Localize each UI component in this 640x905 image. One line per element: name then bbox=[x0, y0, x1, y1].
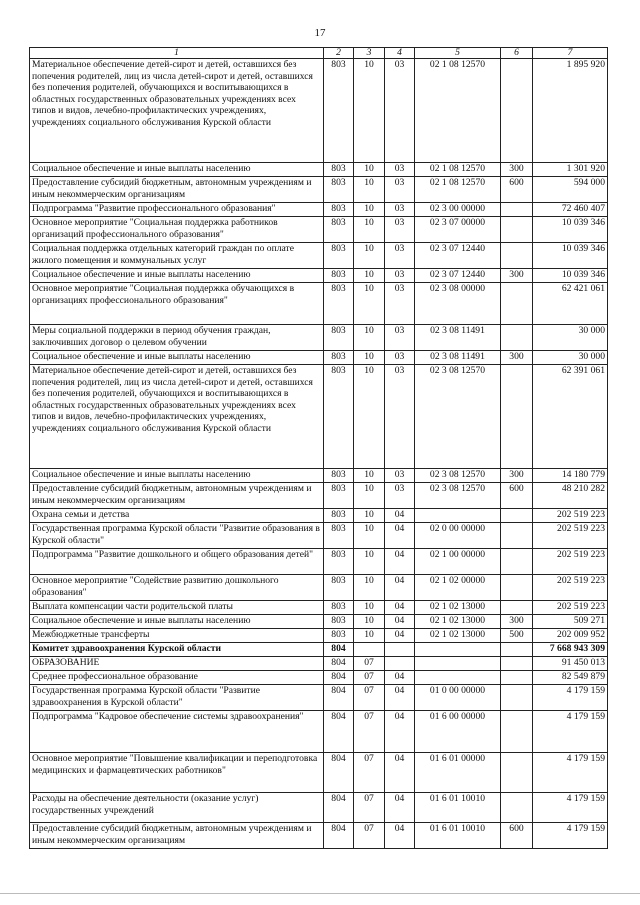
row-razdel: 10 bbox=[354, 177, 385, 203]
row-razdel: 07 bbox=[354, 671, 385, 685]
table-row bbox=[30, 203, 608, 217]
table-row bbox=[30, 351, 608, 365]
row-target-article: 02 3 07 12440 bbox=[415, 243, 501, 269]
row-grbs: 803 bbox=[324, 575, 354, 601]
row-podrazdel: 04 bbox=[385, 629, 415, 643]
row-name: Среднее профессиональное образование bbox=[30, 671, 324, 685]
row-name: Социальное обеспечение и иные выплаты населению bbox=[30, 615, 324, 629]
row-target-article bbox=[415, 657, 501, 671]
table-row bbox=[30, 509, 608, 523]
row-expense-type bbox=[501, 685, 533, 711]
header-col-1: 1 bbox=[30, 48, 324, 59]
row-razdel bbox=[354, 643, 385, 657]
row-razdel: 07 bbox=[354, 711, 385, 753]
row-expense-type bbox=[501, 657, 533, 671]
row-razdel: 10 bbox=[354, 601, 385, 615]
row-amount: 202 519 223 bbox=[533, 601, 608, 615]
row-amount: 72 460 407 bbox=[533, 203, 608, 217]
row-name: Охрана семьи и детства bbox=[30, 509, 324, 523]
row-razdel: 10 bbox=[354, 325, 385, 351]
row-amount: 202 519 223 bbox=[533, 523, 608, 549]
row-amount: 4 179 159 bbox=[533, 753, 608, 793]
row-razdel: 10 bbox=[354, 243, 385, 269]
row-grbs: 803 bbox=[324, 523, 354, 549]
row-podrazdel: 03 bbox=[385, 483, 415, 509]
row-razdel: 10 bbox=[354, 469, 385, 483]
row-name: Социальная поддержка отдельных категорий граждан по оплате жилого помещения и коммунальных услуг bbox=[30, 243, 324, 269]
row-grbs: 803 bbox=[324, 217, 354, 243]
row-grbs: 804 bbox=[324, 671, 354, 685]
row-name: Подпрограмма "Развитие дошкольного и общего образования детей" bbox=[30, 549, 324, 575]
row-razdel: 07 bbox=[354, 685, 385, 711]
row-podrazdel: 04 bbox=[385, 509, 415, 523]
row-expense-type: 300 bbox=[501, 615, 533, 629]
row-name: Расходы на обеспечение деятельности (оказание услуг) государственных учреждений bbox=[30, 793, 324, 823]
row-expense-type bbox=[501, 711, 533, 753]
row-podrazdel: 03 bbox=[385, 365, 415, 469]
row-amount: 594 000 bbox=[533, 177, 608, 203]
row-target-article: 02 3 08 12570 bbox=[415, 483, 501, 509]
row-target-article: 02 1 08 12570 bbox=[415, 177, 501, 203]
row-name: Предоставление субсидий бюджетным, автономным учреждениям и иным некоммерческим организациям bbox=[30, 177, 324, 203]
row-grbs: 803 bbox=[324, 59, 354, 163]
row-target-article: 02 1 02 00000 bbox=[415, 575, 501, 601]
budget-table bbox=[29, 47, 608, 849]
row-expense-type: 500 bbox=[501, 629, 533, 643]
row-amount: 10 039 346 bbox=[533, 243, 608, 269]
row-razdel: 10 bbox=[354, 615, 385, 629]
row-podrazdel: 04 bbox=[385, 601, 415, 615]
row-podrazdel: 03 bbox=[385, 243, 415, 269]
row-razdel: 07 bbox=[354, 823, 385, 849]
row-amount: 4 179 159 bbox=[533, 793, 608, 823]
row-target-article bbox=[415, 671, 501, 685]
row-target-article: 02 1 00 00000 bbox=[415, 549, 501, 575]
row-target-article: 02 3 08 12570 bbox=[415, 469, 501, 483]
table-row bbox=[30, 283, 608, 325]
row-amount: 1 301 920 bbox=[533, 163, 608, 177]
row-target-article: 02 3 07 00000 bbox=[415, 217, 501, 243]
row-expense-type bbox=[501, 217, 533, 243]
table-row bbox=[30, 163, 608, 177]
table-row bbox=[30, 685, 608, 711]
row-name: Государственная программа Курской области "Развитие здравоохранения в Курской области" bbox=[30, 685, 324, 711]
row-name: Меры социальной поддержки в период обучения граждан, заключивших договор о целевом обучении bbox=[30, 325, 324, 351]
table-row bbox=[30, 601, 608, 615]
row-expense-type bbox=[501, 523, 533, 549]
row-target-article: 02 1 08 12570 bbox=[415, 163, 501, 177]
table-row bbox=[30, 643, 608, 657]
row-expense-type: 300 bbox=[501, 469, 533, 483]
row-podrazdel: 04 bbox=[385, 549, 415, 575]
row-razdel: 10 bbox=[354, 351, 385, 365]
row-target-article: 02 3 08 12570 bbox=[415, 365, 501, 469]
row-expense-type bbox=[501, 283, 533, 325]
row-amount: 4 179 159 bbox=[533, 823, 608, 849]
row-expense-type: 600 bbox=[501, 823, 533, 849]
row-amount: 10 039 346 bbox=[533, 217, 608, 243]
row-podrazdel: 04 bbox=[385, 711, 415, 753]
row-name: ОБРАЗОВАНИЕ bbox=[30, 657, 324, 671]
row-amount: 30 000 bbox=[533, 325, 608, 351]
row-grbs: 803 bbox=[324, 509, 354, 523]
row-podrazdel: 03 bbox=[385, 217, 415, 243]
row-razdel: 10 bbox=[354, 483, 385, 509]
row-grbs: 803 bbox=[324, 177, 354, 203]
row-expense-type bbox=[501, 793, 533, 823]
row-name: Межбюджетные трансферты bbox=[30, 629, 324, 643]
table-row bbox=[30, 753, 608, 793]
header-col-5: 5 bbox=[415, 48, 501, 59]
table-row bbox=[30, 217, 608, 243]
row-amount: 30 000 bbox=[533, 351, 608, 365]
table-row bbox=[30, 269, 608, 283]
row-name: Выплата компенсации части родительской платы bbox=[30, 601, 324, 615]
row-podrazdel: 03 bbox=[385, 59, 415, 163]
row-amount: 7 668 943 309 bbox=[533, 643, 608, 657]
row-target-article: 01 0 00 00000 bbox=[415, 685, 501, 711]
row-name: Материальное обеспечение детей-сирот и детей, оставшихся без попечения родителей, лиц из числа детей-сирот и детей, оставшихся без попечения родителей, обучающихся и воспитывающихся в областных государственных образовательных учреждениях всех типов и видов, лечебно-профилактических учреждениях, учреждениях социального обслуживания Курской области bbox=[30, 59, 324, 163]
row-expense-type bbox=[501, 601, 533, 615]
row-name: Основное мероприятие "Социальная поддержка работников организаций профессионального образования" bbox=[30, 217, 324, 243]
header-col-4: 4 bbox=[385, 48, 415, 59]
row-grbs: 803 bbox=[324, 615, 354, 629]
row-grbs: 804 bbox=[324, 711, 354, 753]
row-target-article bbox=[415, 643, 501, 657]
row-podrazdel bbox=[385, 657, 415, 671]
row-name: Подпрограмма "Кадровое обеспечение системы здравоохранения" bbox=[30, 711, 324, 753]
row-amount: 91 450 013 bbox=[533, 657, 608, 671]
row-razdel: 10 bbox=[354, 203, 385, 217]
row-razdel: 10 bbox=[354, 269, 385, 283]
table-row bbox=[30, 657, 608, 671]
row-expense-type: 300 bbox=[501, 351, 533, 365]
row-amount: 4 179 159 bbox=[533, 685, 608, 711]
row-name: Материальное обеспечение детей-сирот и детей, оставшихся без попечения родителей, лиц из числа детей-сирот и детей, оставшихся без попечения родителей, обучающихся и воспитывающихся в областных государственных образовательных учреждениях всех типов и видов, лечебно-профилактических учреждениях, учреждениях социального обслуживания Курской области bbox=[30, 365, 324, 469]
row-name: Основное мероприятие "Повышение квалификации и переподготовка медицинских и фармацевтических работников" bbox=[30, 753, 324, 793]
row-target-article: 02 1 08 12570 bbox=[415, 59, 501, 163]
table-row bbox=[30, 793, 608, 823]
row-expense-type bbox=[501, 575, 533, 601]
row-razdel: 10 bbox=[354, 283, 385, 325]
row-amount: 1 895 920 bbox=[533, 59, 608, 163]
table-row bbox=[30, 629, 608, 643]
row-expense-type bbox=[501, 243, 533, 269]
row-amount: 82 549 879 bbox=[533, 671, 608, 685]
row-expense-type bbox=[501, 643, 533, 657]
row-expense-type: 600 bbox=[501, 483, 533, 509]
row-razdel: 10 bbox=[354, 217, 385, 243]
row-razdel: 07 bbox=[354, 793, 385, 823]
row-expense-type bbox=[501, 671, 533, 685]
row-target-article: 02 1 02 13000 bbox=[415, 629, 501, 643]
row-podrazdel: 04 bbox=[385, 575, 415, 601]
row-name: Предоставление субсидий бюджетным, автономным учреждениям и иным некоммерческим организациям bbox=[30, 823, 324, 849]
table-row bbox=[30, 325, 608, 351]
row-target-article: 02 1 02 13000 bbox=[415, 601, 501, 615]
row-amount: 62 421 061 bbox=[533, 283, 608, 325]
table-row bbox=[30, 177, 608, 203]
row-podrazdel: 03 bbox=[385, 283, 415, 325]
table-row bbox=[30, 711, 608, 753]
row-target-article: 02 1 02 13000 bbox=[415, 615, 501, 629]
row-name: Основное мероприятие "Содействие развитию дошкольного образования" bbox=[30, 575, 324, 601]
row-name: Социальное обеспечение и иные выплаты населению bbox=[30, 163, 324, 177]
row-podrazdel: 04 bbox=[385, 793, 415, 823]
row-razdel: 10 bbox=[354, 523, 385, 549]
row-amount: 10 039 346 bbox=[533, 269, 608, 283]
table-row bbox=[30, 365, 608, 469]
row-amount: 48 210 282 bbox=[533, 483, 608, 509]
row-podrazdel: 03 bbox=[385, 163, 415, 177]
row-razdel: 10 bbox=[354, 365, 385, 469]
row-target-article bbox=[415, 509, 501, 523]
row-grbs: 803 bbox=[324, 365, 354, 469]
row-expense-type: 600 bbox=[501, 177, 533, 203]
row-grbs: 803 bbox=[324, 163, 354, 177]
row-target-article: 02 0 00 00000 bbox=[415, 523, 501, 549]
row-target-article: 02 3 08 11491 bbox=[415, 351, 501, 365]
row-podrazdel: 04 bbox=[385, 523, 415, 549]
row-podrazdel: 04 bbox=[385, 823, 415, 849]
row-razdel: 10 bbox=[354, 629, 385, 643]
row-name: Социальное обеспечение и иные выплаты населению bbox=[30, 351, 324, 365]
table-row bbox=[30, 575, 608, 601]
table-row bbox=[30, 243, 608, 269]
table-row bbox=[30, 483, 608, 509]
row-podrazdel: 04 bbox=[385, 753, 415, 793]
scan-edge-line bbox=[0, 893, 640, 894]
row-grbs: 803 bbox=[324, 469, 354, 483]
page-number: 17 bbox=[314, 27, 326, 39]
row-expense-type bbox=[501, 325, 533, 351]
row-podrazdel bbox=[385, 643, 415, 657]
row-podrazdel: 03 bbox=[385, 325, 415, 351]
row-grbs: 803 bbox=[324, 483, 354, 509]
table-row bbox=[30, 523, 608, 549]
row-target-article: 01 6 01 10010 bbox=[415, 793, 501, 823]
row-grbs: 804 bbox=[324, 793, 354, 823]
row-razdel: 10 bbox=[354, 549, 385, 575]
row-expense-type bbox=[501, 59, 533, 163]
row-target-article: 01 6 01 10010 bbox=[415, 823, 501, 849]
table-row bbox=[30, 549, 608, 575]
header-col-6: 6 bbox=[501, 48, 533, 59]
row-podrazdel: 03 bbox=[385, 269, 415, 283]
table-row bbox=[30, 469, 608, 483]
row-target-article: 01 6 01 00000 bbox=[415, 753, 501, 793]
row-target-article: 02 3 08 00000 bbox=[415, 283, 501, 325]
row-grbs: 804 bbox=[324, 643, 354, 657]
row-razdel: 10 bbox=[354, 509, 385, 523]
row-amount: 14 180 779 bbox=[533, 469, 608, 483]
row-grbs: 803 bbox=[324, 283, 354, 325]
row-grbs: 804 bbox=[324, 753, 354, 793]
row-grbs: 803 bbox=[324, 325, 354, 351]
row-amount: 202 009 952 bbox=[533, 629, 608, 643]
row-grbs: 803 bbox=[324, 243, 354, 269]
row-razdel: 07 bbox=[354, 657, 385, 671]
header-col-3: 3 bbox=[354, 48, 385, 59]
row-razdel: 10 bbox=[354, 575, 385, 601]
row-podrazdel: 03 bbox=[385, 177, 415, 203]
row-target-article: 02 3 07 12440 bbox=[415, 269, 501, 283]
row-target-article: 01 6 00 00000 bbox=[415, 711, 501, 753]
row-amount: 202 519 223 bbox=[533, 549, 608, 575]
row-amount: 509 271 bbox=[533, 615, 608, 629]
row-razdel: 10 bbox=[354, 163, 385, 177]
row-name: Государственная программа Курской области "Развитие образования в Курской области" bbox=[30, 523, 324, 549]
row-expense-type bbox=[501, 203, 533, 217]
row-expense-type bbox=[501, 549, 533, 575]
row-amount: 62 391 061 bbox=[533, 365, 608, 469]
row-grbs: 803 bbox=[324, 629, 354, 643]
row-podrazdel: 04 bbox=[385, 685, 415, 711]
row-podrazdel: 04 bbox=[385, 671, 415, 685]
table-row bbox=[30, 615, 608, 629]
row-expense-type: 300 bbox=[501, 163, 533, 177]
row-razdel: 07 bbox=[354, 753, 385, 793]
row-grbs: 804 bbox=[324, 657, 354, 671]
row-amount: 202 519 223 bbox=[533, 575, 608, 601]
row-target-article: 02 3 00 00000 bbox=[415, 203, 501, 217]
row-name: Социальное обеспечение и иные выплаты населению bbox=[30, 269, 324, 283]
table-row bbox=[30, 823, 608, 849]
table-header-row bbox=[30, 48, 608, 59]
row-name: Предоставление субсидий бюджетным, автономным учреждениям и иным некоммерческим организациям bbox=[30, 483, 324, 509]
table-row bbox=[30, 671, 608, 685]
row-podrazdel: 03 bbox=[385, 203, 415, 217]
row-podrazdel: 03 bbox=[385, 351, 415, 365]
row-amount: 202 519 223 bbox=[533, 509, 608, 523]
row-expense-type bbox=[501, 509, 533, 523]
row-target-article: 02 3 08 11491 bbox=[415, 325, 501, 351]
header-col-2: 2 bbox=[324, 48, 354, 59]
row-grbs: 803 bbox=[324, 269, 354, 283]
row-podrazdel: 03 bbox=[385, 469, 415, 483]
row-expense-type: 300 bbox=[501, 269, 533, 283]
row-grbs: 803 bbox=[324, 203, 354, 217]
table-row bbox=[30, 59, 608, 163]
row-podrazdel: 04 bbox=[385, 615, 415, 629]
row-grbs: 803 bbox=[324, 601, 354, 615]
row-expense-type bbox=[501, 365, 533, 469]
row-grbs: 804 bbox=[324, 823, 354, 849]
row-name: Подпрограмма "Развитие профессионального образования" bbox=[30, 203, 324, 217]
row-expense-type bbox=[501, 753, 533, 793]
header-col-7: 7 bbox=[533, 48, 608, 59]
row-name: Комитет здравоохранения Курской области bbox=[30, 643, 324, 657]
row-grbs: 804 bbox=[324, 685, 354, 711]
row-razdel: 10 bbox=[354, 59, 385, 163]
row-name: Социальное обеспечение и иные выплаты населению bbox=[30, 469, 324, 483]
row-amount: 4 179 159 bbox=[533, 711, 608, 753]
row-name: Основное мероприятие "Социальная поддержка обучающихся в организациях профессионального образования" bbox=[30, 283, 324, 325]
row-grbs: 803 bbox=[324, 351, 354, 365]
row-grbs: 803 bbox=[324, 549, 354, 575]
